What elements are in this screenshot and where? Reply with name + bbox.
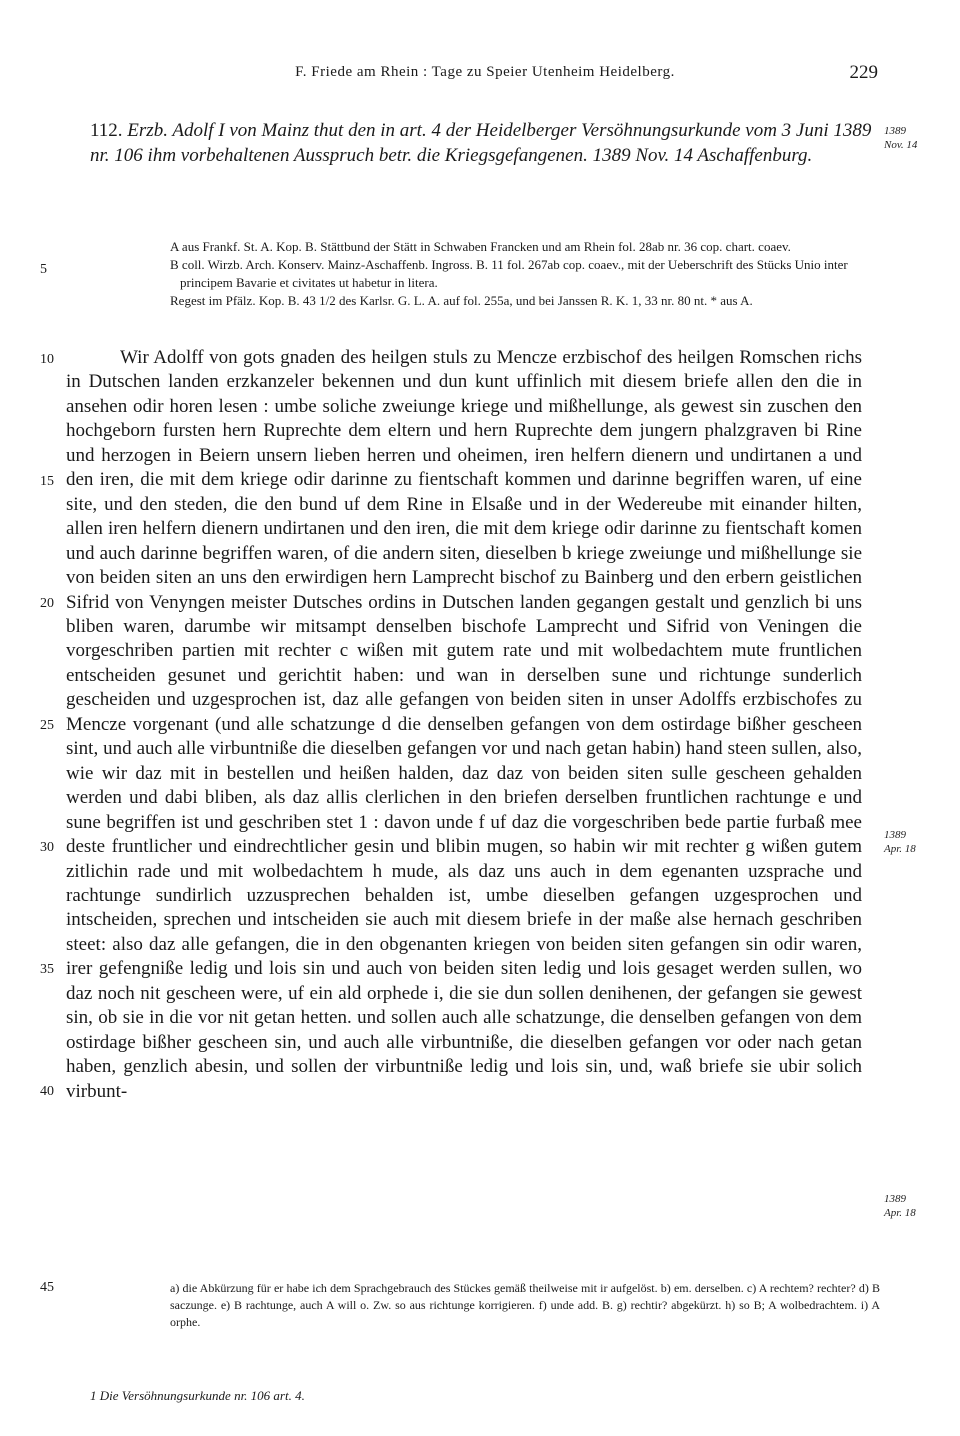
margin-date-day: Apr. 18 xyxy=(884,1207,916,1219)
reference-footnote: 1 Die Versöhnungsurkunde nr. 106 art. 4. xyxy=(90,1388,305,1403)
margin-date-day: Apr. 18 xyxy=(884,843,916,855)
line-number: 5 xyxy=(40,262,47,277)
line-number: 35 xyxy=(40,962,54,977)
margin-date-day: Nov. 14 xyxy=(884,139,918,151)
margin-date-year: 1389 xyxy=(884,1193,906,1205)
textual-footnotes xyxy=(170,1280,880,1331)
charter-paragraph: Wir Adolff von gots gnaden des heilgen stuls zu Mencze erzbischof des heilgen Romschen richs in Dutschen landen erzkanzeler bekennen und dun kunt uffinlich mit diesem briefe allen den die in ansehen odir horen lesen : umbe soliche zweiunge kriege und mißhellunge, als gewest sin zuschen den hochgeborn fursten hern Ruprechte dem eltern und hern Ruprechte dem jungern phalzgraven bi Rine und herzogen in Beiern unsern lieben herren und oheimen, iren helfern dienern und undirtanen a und den iren, die mit dem kriege odir darinne zu fientschaft kommen und darinne begriffen waren, uf eine site, und den steden, die den bund uf dem Rine in Elsaße und in der Wedereube mit einander hilten, allen iren helfern dienern undirtanen und den iren, die mit dem kriege odir darinne zu fientschaft komen und auch darinne begriffen waren, of die andern siten, dieselben b kriege zweiunge und mißhellunge sie von beiden siten an uns den erwirdigen hern Lamprecht bischof zu Bainberg und den erbern geistlichen Sifrid von Venyngen meister Dutsches ordins in Dutschen landen gegangen gestalt und genzlich bi uns bliben waren, darumbe wir mitsampt denselben bischofe Lamprecht und Sifrid von Veningen die vorgeschriben partien mit rechter c wißen mit gutem rate und mit wolbedachtem mute fruntlichen entscheiden gesunet und gerichtit haben: und wan in derselben sune und richtunge sunderlich gescheiden und uzgesprochen ist, daz alle gefangen von beiden siten in unser Adolffs erzbischofes zu Mencze vorgenant (und alle schatzunge d die denselben gefangen von dem ostirdage bißher gescheen sint, und auch alle virbuntniße die dieselben gefangen vor und nach getan habin) hand steen sullen, also, wie wir daz mit in bestellen und heißen halden, daz daz von beiden siten sulle gescheen gehalden werden und dabi bliben, als daz allis clerlichen in den briefen derselben fruntlichen rachtunge e und sune begriffen ist und geschriben stet 1 : davon unde f uf daz die vorgeschriben bede partie furbaß mee deste fruntlicher und eindrechtlicher gesin und blibin mugen, so habin wir mit rechter g wißen gutem zitlichin rade und mit wolbedachtem h mude, als daz uns auch in dem egenanten uzsprache und rachtunge sundirlich uzzusprechen behalden ist, umbe dieselben gefangen uzgesprochen und intscheiden, sprechen und intscheiden sie auch mit diesem briefe in der maße alse hernach geschriben steet: also daz alle gefangen, die in den obgenanten kriegen von beiden siten gefangen sin odir waren, irer gefengniße ledig und lois sin und auch von beiden siten ledig und lois gesaget werden sullen, wo daz noch nit gescheen were, uf ein ald orphede i, die sie dun sollen denihenen, der gefangen sie gewest sin, ob sie in die vor nit getan hetten. und sollen auch alle schatzunge, die denselben gefangen von dem ostirdage bißher gescheen sin, und auch alle virbuntniße, die dieselben gefangen vor oder nach getan haben, genzlich abesin, und sollen der virbuntniße ledig und lois sin, und, waß briefe sie ubir solich virbunt- xyxy=(66,347,862,1102)
line-number: 20 xyxy=(40,596,54,611)
margin-date-year: 1389 xyxy=(884,829,906,841)
margin-date xyxy=(884,828,916,856)
entry-heading xyxy=(90,118,880,168)
line-number: 25 xyxy=(40,718,54,733)
charter-text xyxy=(66,346,862,1104)
margin-date-year: 1389 xyxy=(884,125,906,137)
entry-title: Erzb. Adolf I von Mainz thut den in art. 4 der Heidelberger Versöhnungsurkunde vom 3 Juni 1389 nr. 106 ihm vorbehaltenen Ausspruch betr. die Kriegsgefangenen. 1389 Nov. 14 Aschaffenburg. xyxy=(90,120,872,166)
footnote-list: a) die Abkürzung für er habe ich dem Sprachgebrauch des Stückes gemäß theilweise mit ir aufgelöst. b) em. derselben. c) A rechtem? rechter? d) B saczunge. e) B rachtunge, auch A will o. Zw. so aus richtunge korrigieren. f) unde add. B. g) rechtir? abgekürzt. h) so B; A wolbedrachtem. i) A orphe. xyxy=(170,1281,880,1329)
page-header xyxy=(90,62,880,86)
line-number: 45 xyxy=(40,1280,54,1295)
line-number: 10 xyxy=(40,352,54,367)
line-number: 40 xyxy=(40,1084,54,1099)
page-number: 229 xyxy=(849,62,878,83)
running-title: F. Friede am Rhein : Tage zu Speier Utenheim Heidelberg. xyxy=(295,64,675,80)
line-number: 30 xyxy=(40,840,54,855)
margin-date xyxy=(884,1192,916,1220)
source-b: B coll. Wirzb. Arch. Konserv. Mainz-Aschaffenb. Ingross. B. 11 fol. 267ab cop. coaev., mit der Ueberschrift des Stücks Unio inter principem Bavarie et civitates ut habetur in litera. xyxy=(170,257,848,290)
source-notes xyxy=(170,238,890,310)
entry-number: 112. xyxy=(90,120,123,141)
margin-date xyxy=(884,124,917,152)
line-number: 15 xyxy=(40,474,54,489)
source-regest: Regest im Pfälz. Kop. B. 43 1/2 des Karlsr. G. L. A. auf fol. 255a, und bei Janssen R. K. 1, 33 nr. 80 nt. * aus A. xyxy=(170,293,753,308)
source-a: A aus Frankf. St. A. Kop. B. Stättbund der Stätt in Schwaben Francken und am Rhein fol. 28ab nr. 36 cop. chart. coaev. xyxy=(170,239,791,254)
